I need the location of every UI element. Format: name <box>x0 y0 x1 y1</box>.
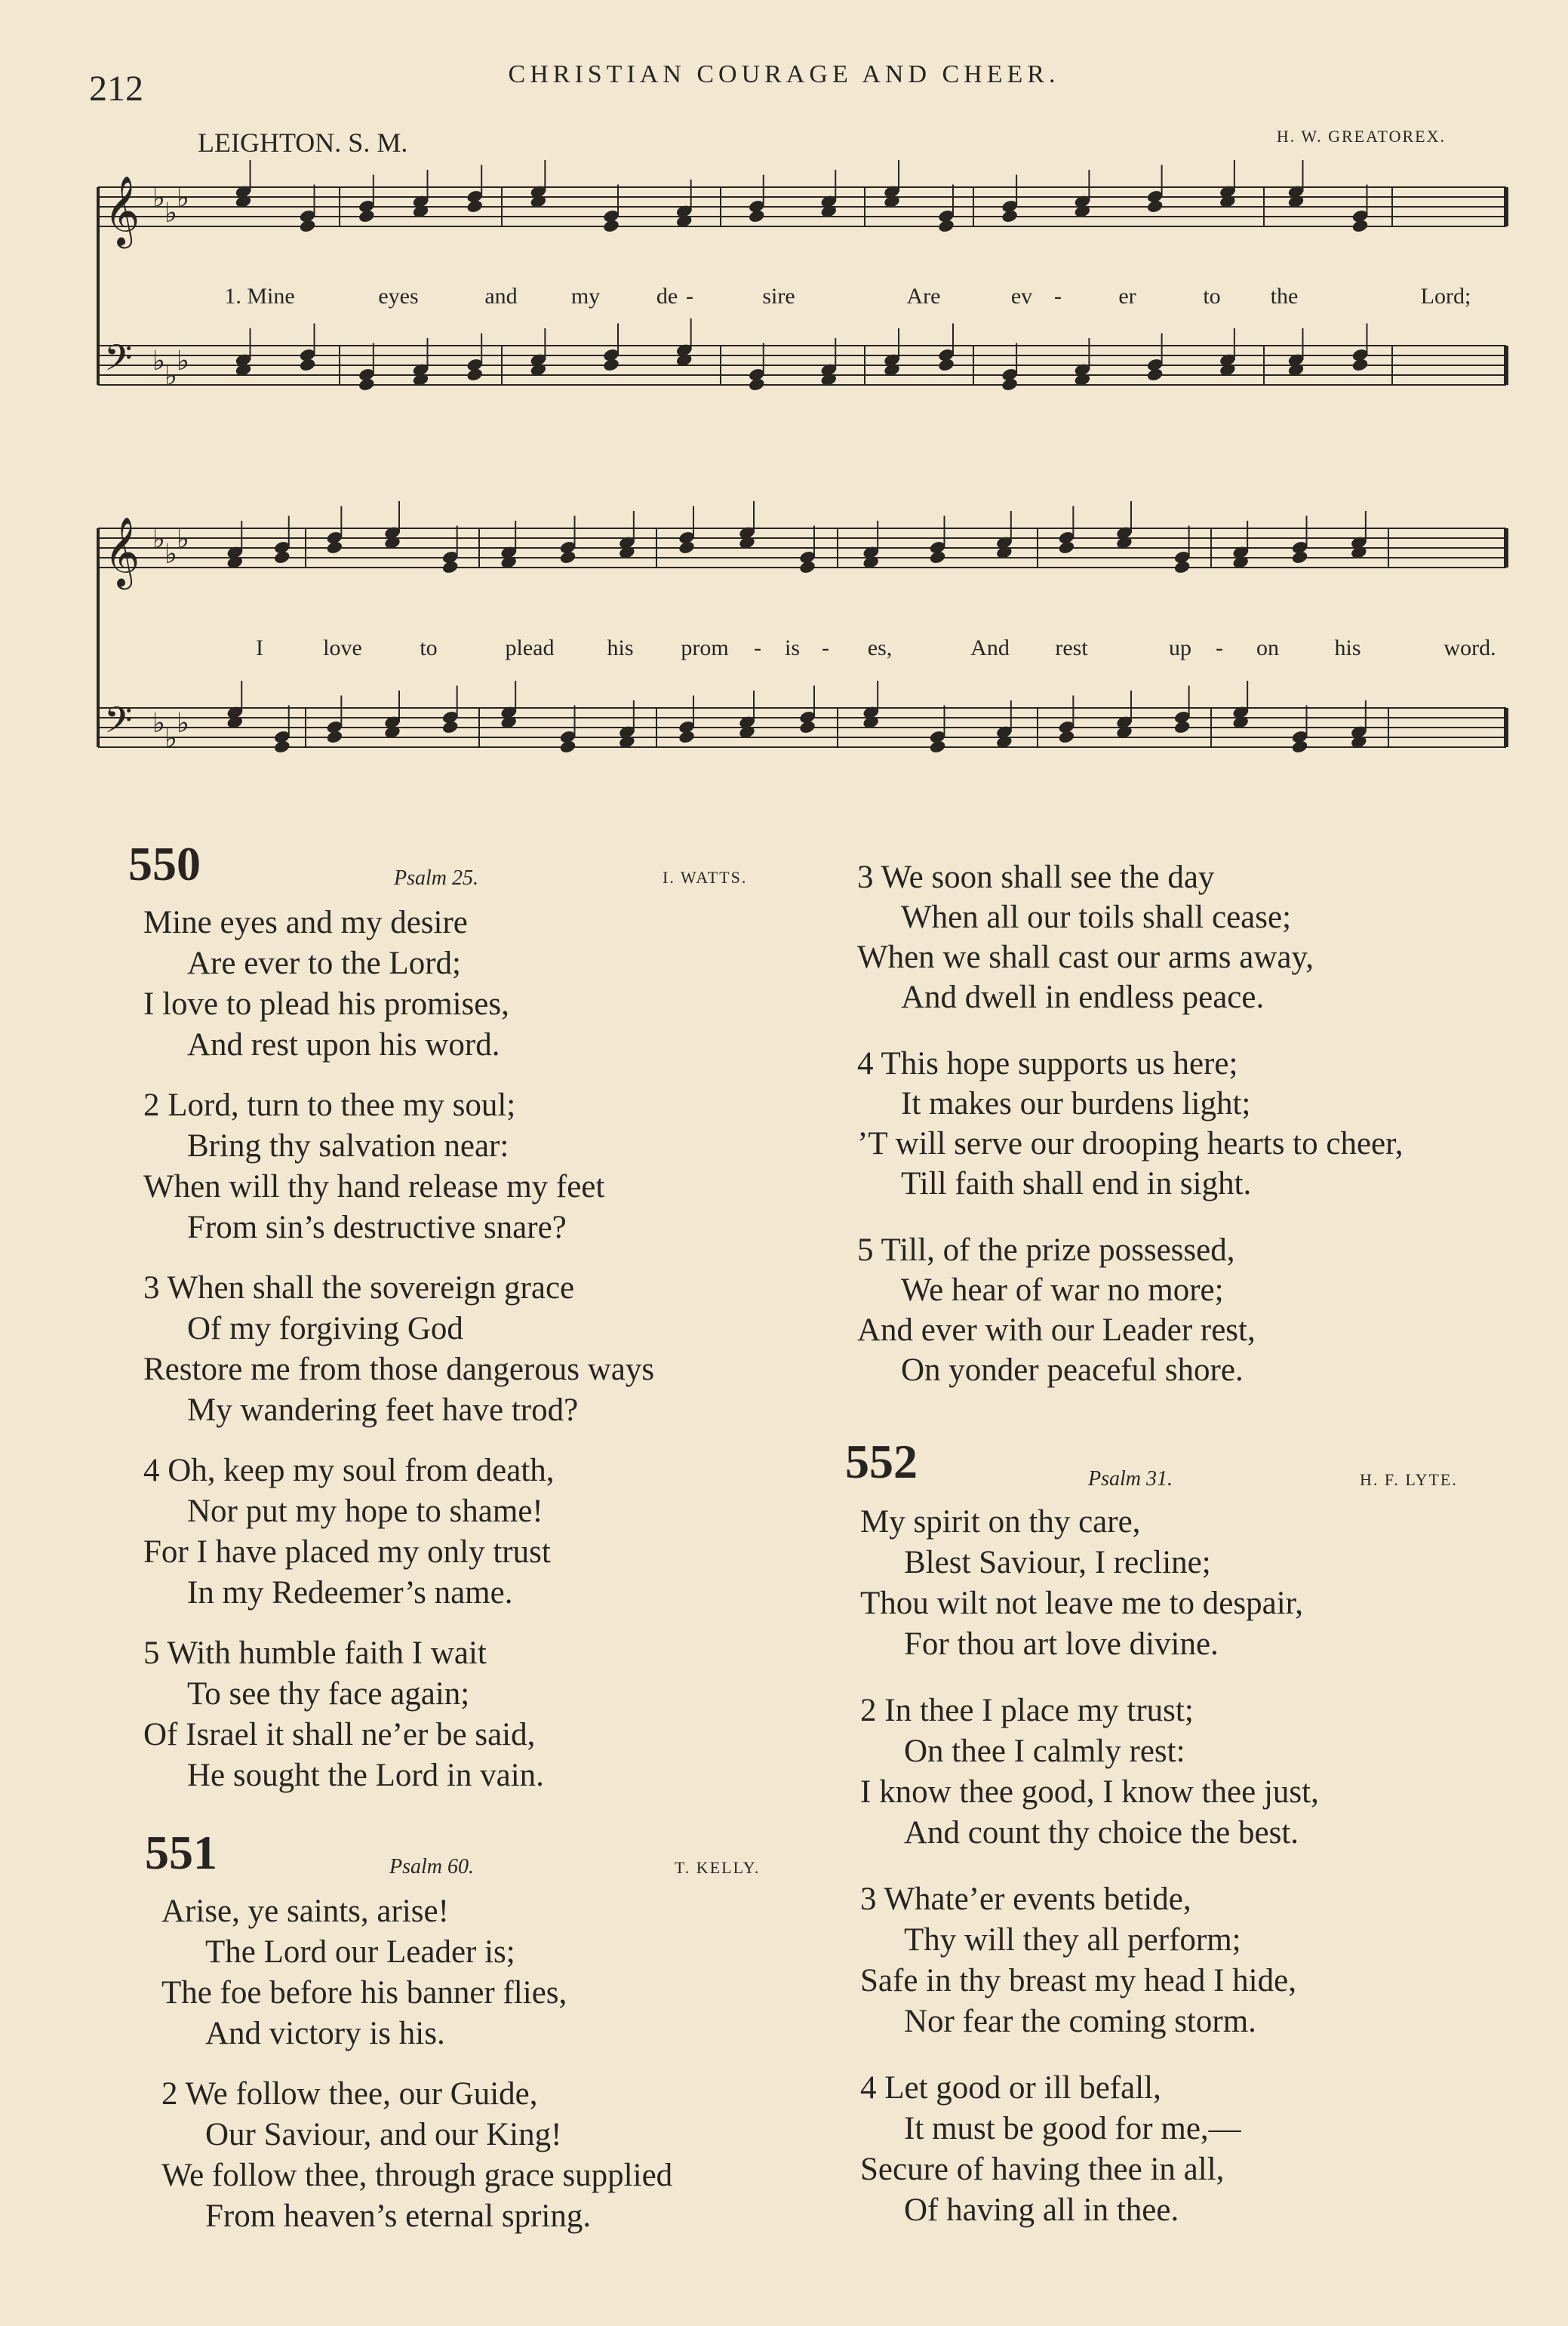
note-head <box>1001 209 1019 224</box>
verse-line: 3 Whate’er events betide, <box>860 1881 1191 1917</box>
lyric-syllable: And <box>970 635 1010 660</box>
verse-line: I know thee good, I know thee just, <box>860 1774 1319 1810</box>
verse-line: 4 Oh, keep my soul from death, <box>143 1453 555 1488</box>
flat-icon: ♭ <box>152 346 165 377</box>
note-head <box>559 740 577 755</box>
note-head <box>602 358 620 373</box>
verse-line: Arise, ye saints, arise! <box>161 1894 449 1929</box>
lyric-syllable: Are <box>906 284 941 309</box>
note-head <box>273 740 291 755</box>
verse-line: Secure of having thee in all, <box>860 2152 1225 2187</box>
flat-icon: ♭ <box>164 539 177 570</box>
lyric-syllable: eyes <box>378 284 419 309</box>
hymn-author-550: I. WATTS. <box>663 868 748 887</box>
verse-line: I love to plead his promises, <box>143 986 509 1022</box>
lyric-syllable: er <box>1118 284 1136 309</box>
note-head <box>1058 730 1076 745</box>
verse-line: Our Saviour, and our King! <box>205 2117 562 2152</box>
note-head <box>273 550 291 565</box>
verse-line: Safe in thy breast my head I hide, <box>860 1963 1296 1998</box>
bass-clef-icon: 𝄢 <box>104 699 133 750</box>
verse-line: We hear of war no more; <box>901 1272 1224 1308</box>
flat-icon: ♭ <box>177 183 189 214</box>
bass-clef-icon: 𝄢 <box>104 337 133 388</box>
lyric-syllable: de <box>656 284 678 309</box>
composer: H. W. GREATOREX. <box>1276 127 1446 146</box>
verse-line: For thou art love divine. <box>904 1626 1219 1662</box>
hymn-number-551: 551 <box>145 1826 217 1879</box>
verse-line: Of having all in thee. <box>904 2192 1179 2228</box>
verse-line: The foe before his banner flies, <box>161 1975 567 2011</box>
lyric-syllable: - <box>754 635 761 660</box>
lyric-syllable: up <box>1169 635 1191 660</box>
lyric-syllable: - <box>1054 284 1062 309</box>
lyric-syllable: is <box>784 635 801 660</box>
verse-line: Are ever to the Lord; <box>187 946 461 981</box>
lyric-syllable: his <box>1334 635 1361 660</box>
verse-line: And victory is his. <box>205 2016 445 2051</box>
note-head <box>1146 368 1164 383</box>
tune-name: LEIGHTON. S. M. <box>198 128 408 158</box>
note-head <box>559 550 577 565</box>
lyric-syllable: rest <box>1055 635 1088 660</box>
lyric-syllable: - <box>1216 635 1223 660</box>
verse-line: 2 In thee I place my trust; <box>860 1693 1194 1728</box>
verse-line: 2 Lord, turn to thee my soul; <box>143 1088 516 1123</box>
verse-line: It makes our burdens light; <box>901 1086 1251 1121</box>
verse-line: Restore me from those dangerous ways <box>143 1352 655 1387</box>
hymn-source-551: Psalm 60. <box>389 1855 474 1878</box>
flat-icon: ♭ <box>152 708 165 739</box>
note-head <box>1291 550 1309 565</box>
lyric-syllable: - <box>686 284 693 309</box>
note-head <box>299 219 317 234</box>
verse-line: From heaven’s eternal spring. <box>205 2198 592 2234</box>
verse-line: 5 With humble faith I wait <box>143 1635 487 1671</box>
verse-line: From sin’s destructive snare? <box>187 1210 567 1245</box>
note-head <box>929 550 947 565</box>
note-head <box>1001 377 1019 392</box>
hymn-number-550: 550 <box>128 837 201 891</box>
running-head: CHRISTIAN COURAGE AND CHEER. <box>508 60 1060 88</box>
note-head <box>678 540 696 555</box>
lyric-syllable: love <box>323 635 362 660</box>
verse-line: 3 When shall the sovereign grace <box>143 1270 575 1306</box>
flat-icon: ♭ <box>177 346 189 377</box>
verse-line: 4 This hope supports us here; <box>857 1046 1238 1081</box>
lyric-syllable: ev <box>1010 284 1033 309</box>
verse-line: Nor fear the coming storm. <box>904 2004 1256 2039</box>
note-head <box>798 560 816 575</box>
flat-icon: ♭ <box>164 198 177 229</box>
verse-line: And dwell in endless peace. <box>901 980 1265 1015</box>
verse-line: 5 Till, of the prize possessed, <box>857 1232 1235 1268</box>
note-head <box>1058 540 1076 555</box>
flat-icon: ♭ <box>164 723 177 754</box>
verse-line: The Lord our Leader is; <box>205 1934 515 1970</box>
verse-line: Of Israel it shall ne’er be said, <box>143 1717 536 1752</box>
verse-line: Mine eyes and my desire <box>143 905 468 940</box>
lyric-syllable: plead <box>505 635 555 660</box>
note-head <box>326 540 344 555</box>
verse-line: My wandering feet have trod? <box>187 1392 579 1428</box>
verse-line: Bring thy salvation near: <box>187 1128 509 1164</box>
music-score <box>0 0 1568 830</box>
verse-line: Nor put my hope to shame! <box>187 1494 543 1529</box>
verse-line: When we shall cast our arms away, <box>857 940 1314 975</box>
treble-clef-icon: 𝄞 <box>104 516 140 586</box>
note-head <box>1173 560 1191 575</box>
note-head <box>929 740 947 755</box>
flat-icon: ♭ <box>164 361 177 392</box>
flat-icon: ♭ <box>152 183 165 214</box>
note-head <box>798 720 816 735</box>
verse-line: And rest upon his word. <box>187 1027 500 1063</box>
verse-line: On yonder peaceful shore. <box>901 1352 1244 1388</box>
hymn-author-551: T. KELLY. <box>675 1858 761 1877</box>
verse-line: And ever with our Leader rest, <box>857 1312 1256 1348</box>
verse-line: 3 We soon shall see the day <box>857 860 1215 895</box>
lyric-syllable: sire <box>762 284 795 309</box>
note-head <box>441 560 460 575</box>
lyric-syllable: prom <box>681 635 729 660</box>
note-head <box>358 209 376 224</box>
note-head <box>1291 740 1309 755</box>
hymn-source-552: Psalm 31. <box>1088 1467 1173 1491</box>
lyric-syllable: Lord; <box>1420 284 1471 309</box>
lyric-syllable: my <box>570 284 601 309</box>
hymn-author-552: H. F. LYTE. <box>1360 1470 1458 1489</box>
verse-line: And count thy choice the best. <box>904 1815 1299 1851</box>
lyric-syllable: to <box>1203 284 1221 309</box>
note-head <box>602 219 620 234</box>
note-head <box>358 377 376 392</box>
verse-line: 2 We follow thee, our Guide, <box>161 2076 538 2112</box>
verse-line: 4 Let good or ill befall, <box>860 2070 1161 2106</box>
verse-line: Of my forgiving God <box>187 1311 463 1346</box>
verse-line: Thy will they all perform; <box>904 1922 1241 1958</box>
note-head <box>1351 358 1370 373</box>
verse-line: On thee I calmly rest: <box>904 1734 1185 1769</box>
note-head <box>326 730 344 745</box>
lyric-syllable: his <box>607 635 634 660</box>
verse-line: ’T will serve our drooping hearts to cheer, <box>857 1126 1404 1161</box>
flat-icon: ♭ <box>177 524 189 555</box>
verse-line: When will thy hand release my feet <box>143 1169 605 1205</box>
lyric-syllable: to <box>420 635 438 660</box>
page-number: 212 <box>89 69 143 109</box>
verse-line: For I have placed my only trust <box>143 1534 551 1570</box>
note-head <box>937 358 955 373</box>
lyric-syllable: on <box>1256 635 1279 660</box>
treble-clef-icon: 𝄞 <box>104 175 140 245</box>
verse-line: Blest Saviour, I recline; <box>904 1545 1211 1580</box>
hymn-source-550: Psalm 25. <box>394 866 478 890</box>
note-head <box>1351 219 1370 234</box>
note-head <box>1173 720 1191 735</box>
note-head <box>466 199 484 214</box>
lyric-syllable: word. <box>1443 635 1496 660</box>
lyric-syllable: and <box>484 284 518 309</box>
verse-line: He sought the Lord in vain. <box>187 1758 544 1793</box>
verse-line: In my Redeemer’s name. <box>187 1575 513 1611</box>
note-head <box>937 219 955 234</box>
note-head <box>678 730 696 745</box>
verse-line: To see thy face again; <box>187 1676 470 1712</box>
verse-line: Thou wilt not leave me to despair, <box>860 1586 1303 1621</box>
verse-line: We follow thee, through grace supplied <box>161 2158 673 2193</box>
lyric-syllable: - <box>822 635 829 660</box>
note-head <box>748 209 766 224</box>
flat-icon: ♭ <box>177 708 189 739</box>
verse-line: It must be good for me,— <box>904 2111 1241 2146</box>
lyric-syllable: I <box>256 635 263 660</box>
note-head <box>466 368 484 383</box>
note-head <box>1146 199 1164 214</box>
verse-line: When all our toils shall cease; <box>901 900 1292 935</box>
lyric-syllable: the <box>1270 284 1299 309</box>
lyric-syllable: es, <box>867 635 893 660</box>
note-head <box>299 358 317 373</box>
note-head <box>748 377 766 392</box>
verse-line: My spirit on thy care, <box>860 1504 1141 1540</box>
flat-icon: ♭ <box>152 524 165 555</box>
note-head <box>441 720 460 735</box>
hymn-number-552: 552 <box>845 1435 918 1488</box>
verse-line: Till faith shall end in sight. <box>901 1166 1252 1201</box>
lyric-syllable: 1. Mine <box>224 284 295 309</box>
